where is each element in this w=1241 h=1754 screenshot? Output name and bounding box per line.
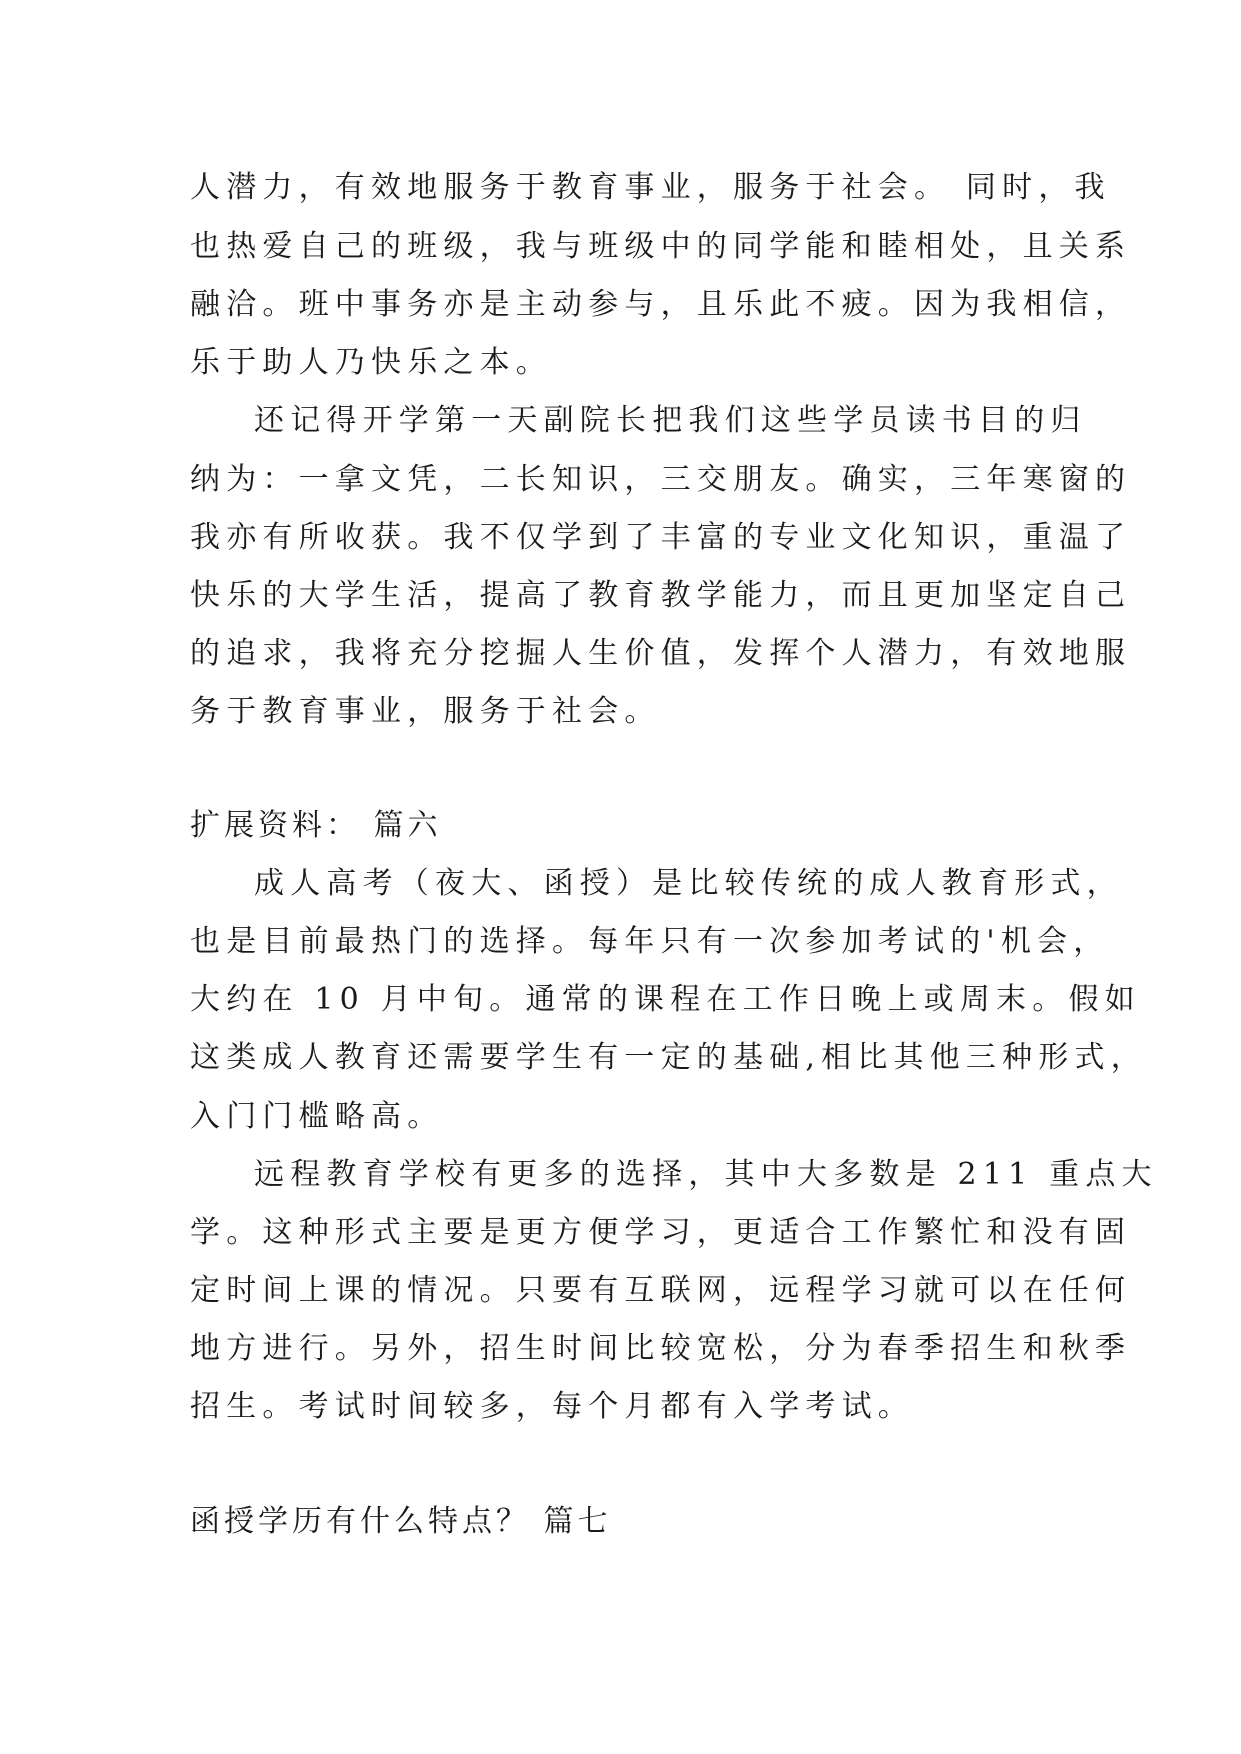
section-heading: 扩展资料： 篇六 <box>190 808 442 843</box>
body-text-line: 入门门槛略高。 <box>190 1099 444 1134</box>
body-text-line: 融洽。班中事务亦是主动参与，且乐此不疲。因为我相信， <box>190 287 1132 322</box>
body-text-line: 纳为：一拿文凭，二长知识，三交朋友。确实，三年寒窗的 <box>190 462 1132 497</box>
body-text-line: 学。这种形式主要是更方便学习，更适合工作繁忙和没有固 <box>190 1215 1132 1250</box>
body-text-line: 招生。考试时间较多，每个月都有入学考试。 <box>190 1389 914 1424</box>
body-text-line: 也热爱自己的班级，我与班级中的同学能和睦相处，且关系 <box>190 229 1132 264</box>
body-text-line: 大约在 10 月中旬。通常的课程在工作日晚上或周末。假如 <box>190 982 1141 1017</box>
body-text-line: 乐于助人乃快乐之本。 <box>190 345 552 380</box>
section-heading: 函授学历有什么特点？ 篇七 <box>190 1504 612 1539</box>
body-text-line: 成人高考（夜大、函授）是比较传统的成人教育形式， <box>254 866 1123 901</box>
body-text-line: 定时间上课的情况。只要有互联网，远程学习就可以在任何 <box>190 1273 1132 1308</box>
body-text-line: 人潜力，有效地服务于教育事业，服务于社会。 同时，我 <box>190 170 1111 205</box>
body-text-line: 的追求，我将充分挖掘人生价值，发挥个人潜力，有效地服 <box>190 636 1132 671</box>
body-text-line: 务于教育事业，服务于社会。 <box>190 694 661 729</box>
body-text-line: 快乐的大学生活，提高了教育教学能力，而且更加坚定自己 <box>190 578 1132 613</box>
body-text-line: 也是目前最热门的选择。每年只有一次参加考试的'机会， <box>190 924 1110 959</box>
body-text-line: 地方进行。另外，招生时间比较宽松，分为春季招生和秋季 <box>190 1331 1132 1366</box>
body-text-line: 还记得开学第一天副院长把我们这些学员读书目的归 <box>254 403 1087 438</box>
body-text-line: 我亦有所收获。我不仅学到了丰富的专业文化知识，重温了 <box>190 520 1132 555</box>
body-text-line: 这类成人教育还需要学生有一定的基础,相比其他三种形式， <box>190 1040 1147 1075</box>
body-text-line: 远程教育学校有更多的选择，其中大多数是 211 重点大 <box>254 1157 1158 1192</box>
